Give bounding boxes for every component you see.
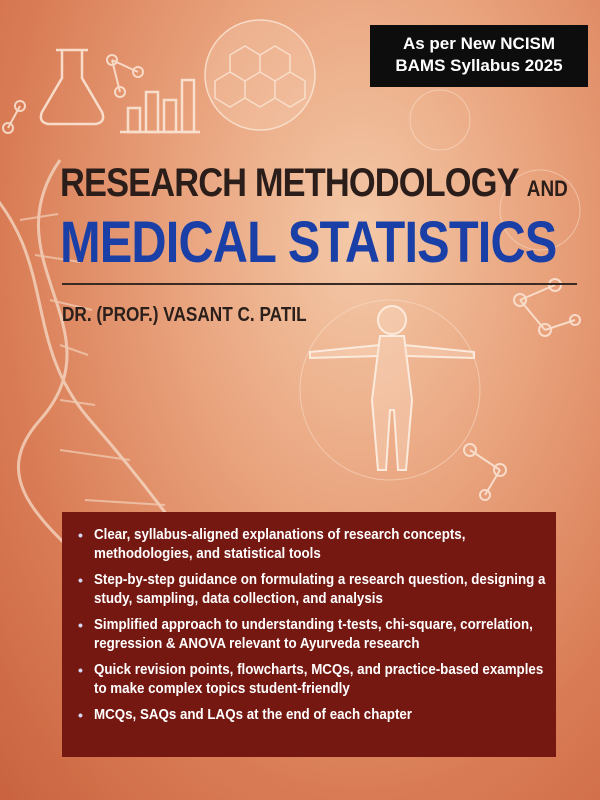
molecule-icon	[3, 55, 143, 133]
bullet-icon: •	[78, 617, 83, 633]
feature-item: • Clear, syllabus-aligned explanations of research concepts, methodologies, and statistical tools	[78, 527, 466, 562]
bullet-icon: •	[78, 707, 83, 723]
feature-item: • MCQs, SAQs and LAQs at the end of each chapter	[78, 707, 413, 723]
title-line-1	[60, 160, 580, 212]
title-research-methodology: RESEARCH METHODOLOGY	[60, 161, 519, 205]
molecule-right-icon	[464, 279, 580, 500]
features-list	[76, 526, 544, 725]
feature-item: • Quick revision points, flowcharts, MCQs, and practice-based examples to make complex topics student-friendly	[78, 662, 544, 697]
bar-chart-icon	[120, 80, 200, 132]
bullet-icon: •	[78, 527, 83, 543]
title-and: AND	[526, 176, 568, 201]
flask-icon	[41, 50, 103, 124]
author-name: DR. (PROF.) VASANT C. PATIL	[62, 304, 307, 326]
features-panel	[62, 512, 556, 757]
decorative-rings	[300, 90, 580, 480]
bullet-icon: •	[78, 662, 83, 678]
feature-item: • Simplified approach to understanding t-tests, chi-square, correlation, regression & ANOVA relevant to Ayurveda research	[78, 617, 533, 652]
feature-item: • Step-by-step guidance on formulating a research question, designing a study, sampling, data collection, and analysis	[78, 572, 546, 607]
badge-line-1: As per New NCISM	[402, 34, 556, 53]
title-line-2	[60, 212, 580, 274]
syllabus-badge	[370, 25, 588, 87]
hexagon-sphere-icon	[205, 20, 315, 130]
human-figure-illustration	[310, 306, 474, 470]
bullet-icon: •	[78, 572, 83, 588]
title-divider	[62, 283, 577, 285]
title-medical-statistics: MEDICAL STATISTICS	[60, 210, 557, 275]
badge-line-2: BAMS Syllabus 2025	[395, 56, 563, 75]
